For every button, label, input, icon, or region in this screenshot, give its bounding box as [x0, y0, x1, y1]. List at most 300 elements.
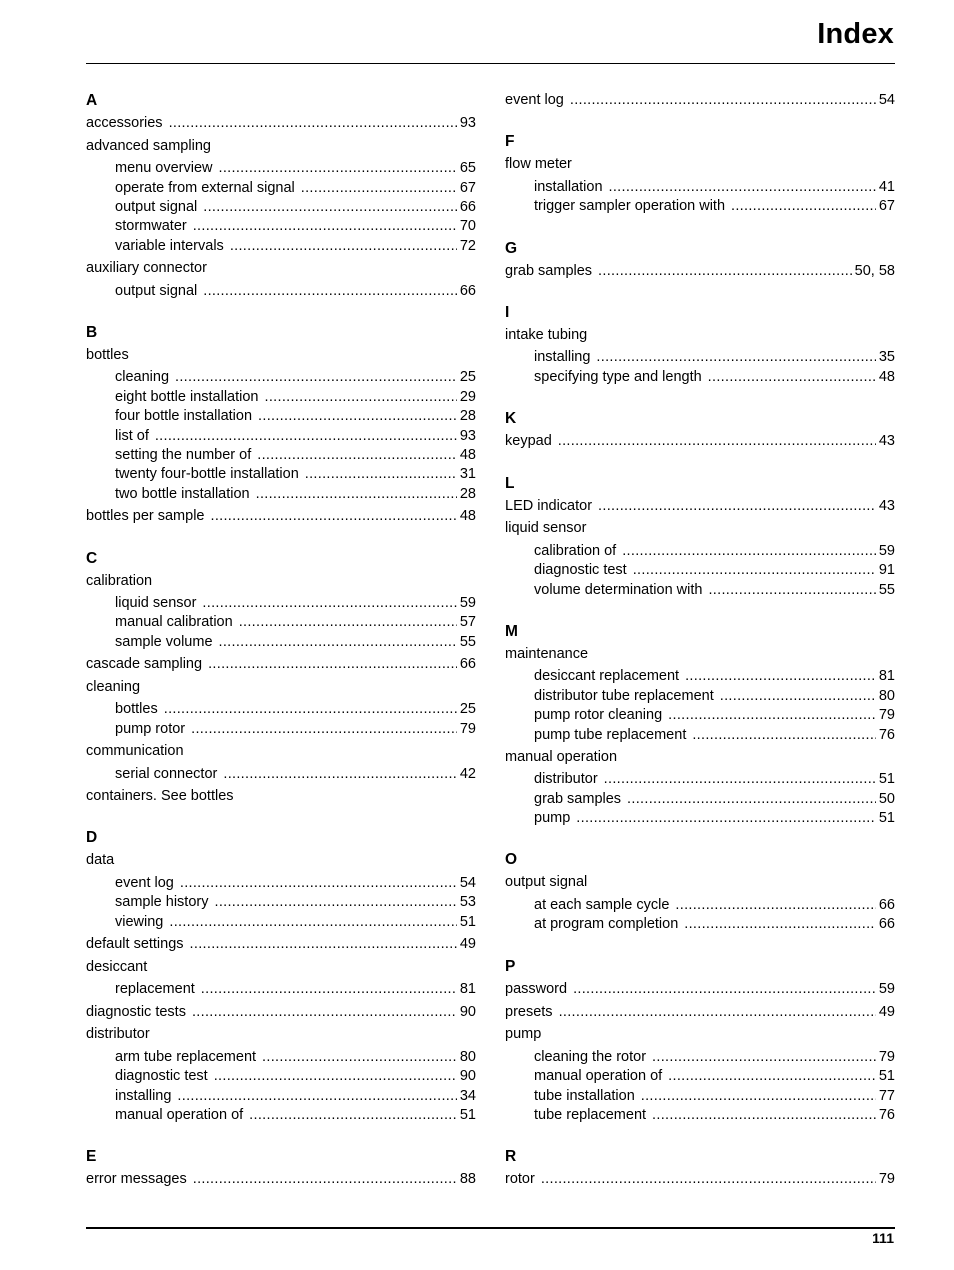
index-section [86, 549, 476, 807]
dot-leader [609, 178, 876, 197]
index-section [86, 323, 476, 527]
dot-leader [192, 1003, 457, 1022]
entry-term: setting the number of [115, 446, 252, 463]
index-subentry [86, 893, 476, 912]
entry-page-ref: 28 [459, 485, 476, 502]
entry-term: presets [505, 1003, 553, 1020]
entry-term: stormwater [115, 218, 187, 235]
dot-leader [731, 197, 876, 216]
entry-term: two bottle installation [115, 485, 250, 502]
entry-page-ref: 55 [878, 581, 895, 598]
index-subentry [505, 726, 895, 745]
entry-page-ref: 49 [878, 1003, 895, 1020]
entry-term: at program completion [534, 916, 679, 933]
entry-term: manual calibration [115, 614, 233, 631]
dot-leader [191, 720, 457, 739]
entry-term: liquid sensor [505, 520, 587, 537]
entry-page-ref: 66 [459, 199, 476, 216]
entry-term: twenty four-bottle installation [115, 466, 299, 483]
entry-term: installing [115, 1087, 172, 1104]
dot-leader [573, 980, 876, 999]
index-column-left [86, 91, 476, 1190]
entry-term: desiccant [86, 958, 148, 975]
dot-leader [576, 809, 876, 828]
index-subentry [505, 368, 895, 387]
entry-page-ref: 76 [878, 726, 895, 743]
entry-page-ref: 66 [878, 896, 895, 913]
entry-page-ref: 79 [878, 1171, 895, 1188]
entry-term: advanced sampling [86, 137, 211, 154]
dot-leader [685, 667, 876, 686]
entry-term: diagnostic test [115, 1068, 208, 1085]
entry-page-ref: 34 [459, 1087, 476, 1104]
dot-leader [692, 726, 876, 745]
index-subentry [86, 217, 476, 236]
dot-leader [203, 282, 457, 301]
index-subentry [505, 896, 895, 915]
dot-leader [202, 594, 456, 613]
index-entry [86, 346, 476, 365]
index-subentry [86, 913, 476, 932]
section-letter: C [86, 549, 98, 567]
index-entry [86, 787, 476, 806]
dot-leader [633, 561, 876, 580]
index-entry [505, 91, 895, 110]
dot-leader [301, 179, 457, 198]
entry-term: rotor [505, 1171, 535, 1188]
entry-term: LED indicator [505, 497, 593, 514]
index-subentry [86, 179, 476, 198]
dot-leader [208, 655, 457, 674]
entry-term: distributor [86, 1026, 150, 1043]
dot-leader [258, 407, 457, 426]
entry-term: arm tube replacement [115, 1048, 257, 1065]
dot-leader [214, 1067, 457, 1086]
entry-page-ref: 28 [459, 408, 476, 425]
index-entry [86, 572, 476, 591]
entry-page-ref: 35 [878, 349, 895, 366]
entry-term: pump [534, 810, 571, 827]
index-subentry [505, 1087, 895, 1106]
entry-term: diagnostic test [534, 562, 627, 579]
index-subentry [505, 1048, 895, 1067]
index-entry [505, 519, 895, 538]
index-entry [86, 678, 476, 697]
index-entry [505, 645, 895, 664]
index-subentry [505, 706, 895, 725]
entry-page-ref: 41 [878, 178, 895, 195]
entry-page-ref: 53 [459, 894, 476, 911]
entry-term: bottles [86, 347, 129, 364]
entry-term: containers. See bottles [86, 787, 234, 804]
dot-leader [169, 114, 457, 133]
dot-leader [230, 237, 457, 256]
index-subentry [505, 790, 895, 809]
dot-leader [604, 770, 876, 789]
entry-term: accessories [86, 115, 163, 131]
index-entry [86, 851, 476, 870]
dot-leader [652, 1106, 876, 1125]
dot-leader [622, 542, 876, 561]
dot-leader [598, 262, 852, 281]
entry-page-ref: 81 [459, 981, 476, 998]
index-subentry [505, 1067, 895, 1086]
entry-page-ref: 51 [459, 1107, 476, 1124]
index-subentry [505, 561, 895, 580]
entry-term: flow meter [505, 156, 572, 173]
index-subentry [86, 720, 476, 739]
index-subentry [505, 581, 895, 600]
entry-page-ref: 79 [878, 707, 895, 724]
index-subentry [86, 613, 476, 632]
dot-leader [708, 368, 876, 387]
section-letter: D [86, 829, 98, 847]
entry-term: pump [505, 1026, 542, 1043]
entry-term: tube replacement [534, 1107, 647, 1123]
dot-leader [155, 427, 457, 446]
index-subentry [505, 542, 895, 561]
entry-term: sample volume [115, 633, 213, 650]
dot-leader [257, 446, 457, 465]
entry-page-ref: 29 [459, 388, 476, 405]
entry-term: data [86, 852, 115, 869]
index-subentry [86, 282, 476, 301]
entry-page-ref: 80 [878, 687, 895, 704]
dot-leader [219, 159, 457, 178]
section-letter: B [86, 324, 98, 342]
index-entry [505, 155, 895, 174]
index-subentry [86, 465, 476, 484]
entry-term: pump rotor [115, 720, 186, 737]
dot-leader [627, 790, 876, 809]
index-section [505, 239, 895, 281]
entry-term: calibration [86, 572, 153, 589]
index-subentry [505, 348, 895, 367]
entry-page-ref: 51 [878, 771, 895, 788]
entry-term: replacement [115, 981, 195, 998]
index-section [86, 91, 476, 301]
entry-term: pump rotor cleaning [534, 707, 663, 724]
entry-term: installation [534, 178, 603, 195]
entry-term: installing [534, 349, 591, 366]
entry-term: password [505, 980, 568, 997]
dot-leader [210, 507, 456, 526]
index-subentry [505, 197, 895, 216]
entry-term: distributor tube replacement [534, 687, 714, 704]
dot-leader [193, 1170, 457, 1189]
entry-page-ref: 90 [459, 1068, 476, 1085]
entry-term: output signal [505, 874, 588, 891]
entry-term: grab samples [534, 790, 622, 807]
entry-page-ref: 51 [878, 810, 895, 827]
entry-page-ref: 51 [459, 913, 476, 930]
dot-leader [684, 915, 876, 934]
index-section [505, 303, 895, 387]
entry-term: manual operation of [115, 1107, 244, 1124]
dot-leader [668, 1067, 876, 1086]
entry-term: sample history [115, 894, 209, 911]
entry-page-ref: 79 [878, 1048, 895, 1065]
entry-page-ref: 48 [459, 446, 476, 463]
entry-page-ref: 48 [878, 368, 895, 385]
index-section [505, 850, 895, 934]
dot-leader [596, 348, 875, 367]
index-subentry [86, 446, 476, 465]
section-letter: I [505, 303, 510, 321]
entry-term: at each sample cycle [534, 896, 670, 913]
entry-page-ref: 72 [459, 237, 476, 254]
index-subentry [86, 407, 476, 426]
entry-page-ref: 59 [878, 980, 895, 997]
index-column-right [505, 91, 895, 1190]
dot-leader [214, 893, 456, 912]
dot-leader [201, 980, 457, 999]
index-entry [86, 114, 476, 133]
entry-page-ref: 80 [459, 1048, 476, 1065]
entry-page-ref: 79 [459, 720, 476, 737]
entry-term: four bottle installation [115, 408, 253, 425]
index-subentry [86, 368, 476, 387]
entry-term: list of [115, 427, 149, 444]
entry-page-ref: 90 [459, 1003, 476, 1020]
index-entry [505, 1170, 895, 1189]
index-entry [505, 980, 895, 999]
index-subentry [86, 633, 476, 652]
index-subentry [86, 1087, 476, 1106]
entry-term: calibration of [534, 542, 617, 559]
entry-page-ref: 51 [878, 1068, 895, 1085]
index-entry [86, 958, 476, 977]
index-entry [86, 1170, 476, 1189]
entry-term: grab samples [505, 262, 593, 279]
dot-leader [668, 706, 876, 725]
entry-term: liquid sensor [115, 594, 197, 611]
footer-rule [86, 1227, 895, 1229]
entry-term: default settings [86, 935, 184, 952]
entry-term: viewing [115, 913, 164, 930]
entry-term: keypad [505, 433, 552, 450]
index-section [505, 409, 895, 451]
index-section [86, 828, 476, 1125]
entry-page-ref: 66 [459, 656, 476, 673]
dot-leader [175, 368, 457, 387]
section-letter: A [86, 92, 98, 109]
index-entry [86, 259, 476, 278]
section-letter: K [505, 410, 517, 428]
index-entry [86, 1003, 476, 1022]
dot-leader [598, 497, 876, 516]
index-subentry [86, 1106, 476, 1125]
index-subentry [86, 485, 476, 504]
entry-page-ref: 88 [459, 1171, 476, 1188]
entry-term: error messages [86, 1171, 187, 1188]
index-subentry [86, 237, 476, 256]
index-entry [505, 873, 895, 892]
dot-leader [177, 1087, 456, 1106]
entry-page-ref: 25 [459, 701, 476, 718]
dot-leader [559, 1003, 876, 1022]
entry-term: eight bottle installation [115, 388, 259, 405]
entry-page-ref: 42 [459, 765, 476, 782]
entry-page-ref: 55 [459, 633, 476, 650]
index-entry [505, 432, 895, 451]
dot-leader [180, 874, 457, 893]
entry-term: cleaning [115, 369, 170, 386]
section-letter: O [505, 851, 518, 869]
entry-term: tube installation [534, 1087, 635, 1104]
index-subentry [505, 1106, 895, 1125]
entry-page-ref: 49 [459, 935, 476, 952]
dot-leader [223, 765, 457, 784]
index-entry [86, 655, 476, 674]
section-letter: L [505, 474, 515, 492]
entry-term: output signal [115, 199, 198, 216]
index-subentry [505, 667, 895, 686]
index-subentry [505, 770, 895, 789]
entry-term: cleaning the rotor [534, 1048, 647, 1065]
index-subentry [86, 159, 476, 178]
dot-leader [541, 1170, 876, 1189]
index-subentry [505, 809, 895, 828]
dot-leader [265, 388, 457, 407]
index-section [505, 91, 895, 110]
page-title: Index [817, 18, 894, 50]
entry-term: bottles per sample [86, 508, 205, 525]
index-section [505, 474, 895, 600]
entry-term: volume determination with [534, 581, 703, 598]
index-entry [505, 326, 895, 345]
entry-term: cascade sampling [86, 656, 203, 673]
index-subentry [505, 687, 895, 706]
index-entry [505, 262, 895, 281]
index-section [505, 957, 895, 1126]
section-letter: E [86, 1148, 97, 1166]
index-subentry [86, 1067, 476, 1086]
entry-term: event log [505, 92, 564, 108]
dot-leader [641, 1087, 876, 1106]
entry-page-ref: 81 [878, 668, 895, 685]
entry-term: diagnostic tests [86, 1003, 186, 1020]
index-subentry [86, 388, 476, 407]
dot-leader [720, 687, 876, 706]
dot-leader [558, 432, 876, 451]
entry-page-ref: 93 [459, 115, 476, 131]
index-subentry [86, 874, 476, 893]
entry-page-ref: 54 [459, 874, 476, 891]
dot-leader [708, 581, 875, 600]
entry-page-ref: 43 [878, 497, 895, 514]
page-number: 111 [872, 1230, 894, 1246]
index-entry [505, 1025, 895, 1044]
index-entry [86, 742, 476, 761]
header-rule [86, 63, 895, 64]
entry-term: desiccant replacement [534, 668, 680, 685]
entry-term: trigger sampler operation with [534, 198, 726, 215]
entry-page-ref: 43 [878, 433, 895, 450]
index-entry [86, 935, 476, 954]
dot-leader [256, 485, 457, 504]
entry-page-ref: 91 [878, 562, 895, 579]
dot-leader [164, 700, 457, 719]
entry-page-ref: 77 [878, 1087, 895, 1104]
dot-leader [169, 913, 457, 932]
section-letter: F [505, 133, 515, 151]
section-letter: G [505, 239, 518, 257]
index-section [86, 1147, 476, 1189]
entry-page-ref: 76 [878, 1107, 895, 1123]
entry-term: distributor [534, 771, 598, 788]
entry-page-ref: 48 [459, 508, 476, 525]
dot-leader [305, 465, 457, 484]
entry-page-ref: 57 [459, 614, 476, 631]
index-subentry [86, 980, 476, 999]
entry-term: serial connector [115, 765, 218, 782]
entry-term: communication [86, 743, 184, 760]
dot-leader [675, 896, 875, 915]
entry-term: intake tubing [505, 326, 588, 343]
entry-term: pump tube replacement [534, 726, 687, 743]
entry-page-ref: 54 [878, 92, 895, 108]
entry-term: bottles [115, 701, 158, 718]
entry-term: variable intervals [115, 237, 224, 254]
index-subentry [86, 700, 476, 719]
index-section [505, 1147, 895, 1189]
dot-leader [239, 613, 457, 632]
index-section [505, 622, 895, 829]
entry-page-ref: 93 [459, 427, 476, 444]
entry-page-ref: 70 [459, 218, 476, 235]
dot-leader [203, 198, 457, 217]
entry-page-ref: 31 [459, 466, 476, 483]
index-entry [86, 1025, 476, 1044]
dot-leader [219, 633, 457, 652]
dot-leader [193, 217, 457, 236]
entry-term: output signal [115, 282, 198, 299]
dot-leader [249, 1106, 457, 1125]
entry-page-ref: 59 [878, 542, 895, 559]
entry-page-ref: 59 [459, 594, 476, 611]
entry-term: event log [115, 874, 174, 891]
entry-term: manual operation of [534, 1068, 663, 1085]
index-subentry [86, 1048, 476, 1067]
entry-term: manual operation [505, 748, 618, 765]
index-subentry [86, 594, 476, 613]
entry-term: operate from external signal [115, 179, 295, 196]
index-entry [505, 748, 895, 767]
index-subentry [86, 765, 476, 784]
index-entry [86, 137, 476, 156]
dot-leader [570, 91, 876, 110]
entry-term: menu overview [115, 160, 213, 177]
entry-page-ref: 65 [459, 160, 476, 177]
entry-page-ref: 67 [878, 198, 895, 215]
entry-page-ref: 67 [459, 179, 476, 196]
section-letter: P [505, 957, 516, 975]
entry-page-ref: 66 [878, 916, 895, 933]
entry-term: maintenance [505, 645, 589, 662]
index-entry [86, 507, 476, 526]
dot-leader [262, 1048, 457, 1067]
entry-term: cleaning [86, 678, 141, 695]
index-section [505, 132, 895, 216]
entry-term: specifying type and length [534, 368, 702, 385]
index-subentry [86, 198, 476, 217]
index-entry [505, 1003, 895, 1022]
entry-page-ref: 50 [878, 790, 895, 807]
entry-page-ref: 25 [459, 369, 476, 386]
index-subentry [505, 178, 895, 197]
section-letter: M [505, 622, 518, 640]
